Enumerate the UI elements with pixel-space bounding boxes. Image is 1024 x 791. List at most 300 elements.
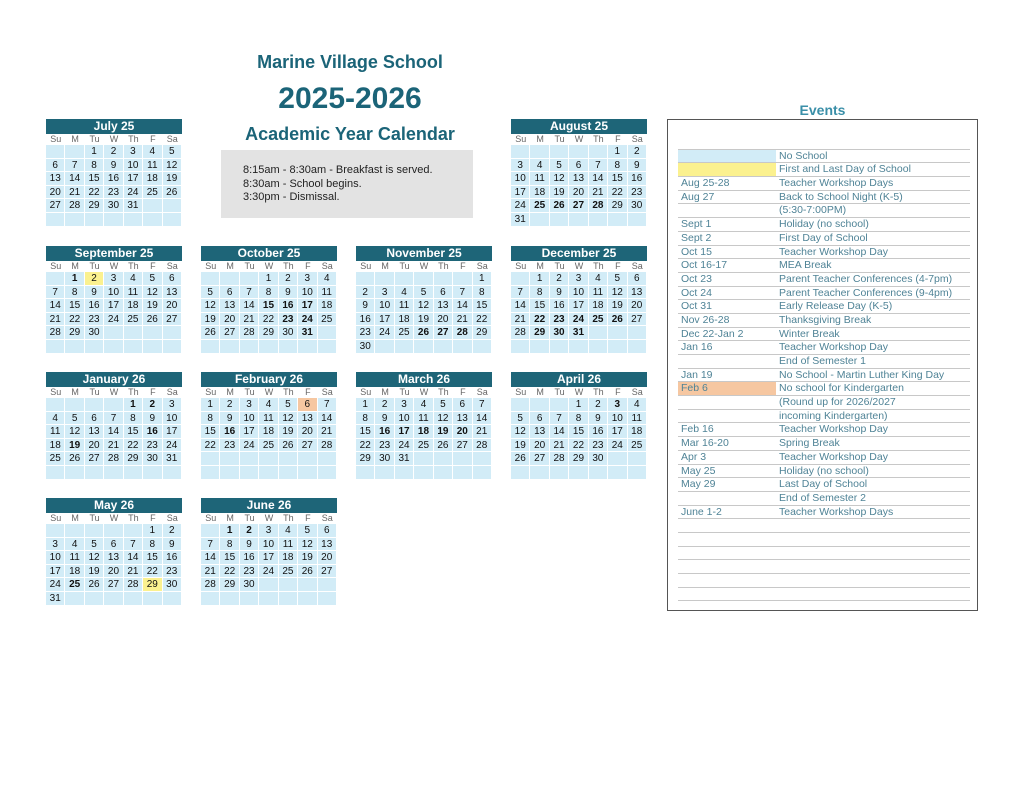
day-cell: 30 bbox=[628, 199, 647, 213]
day-cell: 27 bbox=[453, 439, 472, 453]
day-cell: 11 bbox=[46, 425, 65, 439]
weekday-label: W bbox=[104, 513, 123, 524]
empty-day-cell bbox=[220, 466, 239, 480]
day-cell: 16 bbox=[550, 299, 569, 313]
day-cell: 30 bbox=[375, 452, 394, 466]
day-cell: 9 bbox=[375, 412, 394, 426]
day-cell: 22 bbox=[569, 439, 588, 453]
day-cell: 1 bbox=[201, 398, 220, 412]
event-row bbox=[678, 314, 970, 328]
empty-day-cell bbox=[279, 466, 298, 480]
day-cell: 6 bbox=[569, 159, 588, 173]
month-name: April 26 bbox=[511, 372, 647, 387]
weekday-label: Sa bbox=[473, 261, 492, 272]
month-name: October 25 bbox=[201, 246, 337, 261]
empty-day-cell bbox=[453, 452, 472, 466]
day-cell: 14 bbox=[124, 551, 143, 565]
empty-day-cell bbox=[530, 213, 549, 227]
empty-day-cell bbox=[298, 452, 317, 466]
empty-day-cell bbox=[65, 213, 84, 227]
empty-day-cell bbox=[569, 466, 588, 480]
legend-swatch bbox=[678, 163, 776, 176]
weekday-label: Sa bbox=[628, 387, 647, 398]
event-description: Teacher Workshop Day bbox=[779, 341, 888, 354]
day-cell: 27 bbox=[46, 199, 65, 213]
day-cell: 15 bbox=[530, 299, 549, 313]
day-cell: 17 bbox=[375, 313, 394, 327]
month-name: June 26 bbox=[201, 498, 337, 513]
day-cell: 27 bbox=[220, 326, 239, 340]
day-cell: 10 bbox=[163, 412, 182, 426]
day-cell: 19 bbox=[550, 186, 569, 200]
empty-day-cell bbox=[104, 524, 123, 538]
day-cell: 22 bbox=[201, 439, 220, 453]
month-calendar bbox=[46, 246, 182, 354]
event-date bbox=[681, 533, 776, 546]
day-cell: 7 bbox=[589, 159, 608, 173]
month-grid bbox=[201, 387, 337, 480]
weekday-label: W bbox=[104, 387, 123, 398]
schedule-line: 8:30am - School begins. bbox=[243, 177, 362, 190]
weekday-label: Tu bbox=[395, 387, 414, 398]
empty-day-cell bbox=[318, 340, 337, 354]
weekday-label: W bbox=[569, 261, 588, 272]
day-cell: 28 bbox=[511, 326, 530, 340]
empty-day-cell bbox=[259, 452, 278, 466]
empty-day-cell bbox=[46, 272, 65, 286]
day-cell: 11 bbox=[530, 172, 549, 186]
event-row bbox=[678, 259, 970, 273]
day-cell: 8 bbox=[356, 412, 375, 426]
day-cell: 11 bbox=[589, 286, 608, 300]
month-calendar bbox=[201, 498, 337, 606]
day-cell: 2 bbox=[356, 286, 375, 300]
day-cell: 24 bbox=[104, 313, 123, 327]
day-cell: 26 bbox=[65, 452, 84, 466]
day-cell: 14 bbox=[550, 425, 569, 439]
month-grid bbox=[46, 387, 182, 480]
schedule-line: 3:30pm - Dismissal. bbox=[243, 191, 340, 203]
day-cell: 20 bbox=[104, 565, 123, 579]
event-date bbox=[681, 410, 776, 423]
empty-day-cell bbox=[143, 213, 162, 227]
day-cell: 27 bbox=[298, 439, 317, 453]
month-grid bbox=[201, 261, 337, 354]
event-description: (5:30-7:00PM) bbox=[779, 204, 847, 217]
empty-day-cell bbox=[589, 326, 608, 340]
empty-day-cell bbox=[201, 524, 220, 538]
day-cell: 7 bbox=[46, 286, 65, 300]
day-cell: 5 bbox=[550, 159, 569, 173]
weekday-label: W bbox=[104, 261, 123, 272]
event-row bbox=[678, 382, 970, 396]
empty-day-cell bbox=[124, 524, 143, 538]
day-cell: 22 bbox=[530, 313, 549, 327]
event-row bbox=[678, 547, 970, 561]
event-row bbox=[678, 560, 970, 574]
event-date: Oct 24 bbox=[681, 286, 712, 299]
empty-day-cell bbox=[143, 466, 162, 480]
weekday-label: F bbox=[608, 261, 627, 272]
empty-day-cell bbox=[414, 272, 433, 286]
empty-day-cell bbox=[589, 145, 608, 159]
month-name: November 25 bbox=[356, 246, 492, 261]
event-row bbox=[678, 246, 970, 260]
day-cell: 24 bbox=[511, 199, 530, 213]
day-cell: 26 bbox=[201, 326, 220, 340]
day-cell: 8 bbox=[124, 412, 143, 426]
weekday-label: Th bbox=[124, 513, 143, 524]
day-cell: 25 bbox=[65, 578, 84, 592]
empty-day-cell bbox=[46, 340, 65, 354]
weekday-label: Su bbox=[46, 134, 65, 145]
day-cell: 20 bbox=[85, 439, 104, 453]
day-cell: 12 bbox=[143, 286, 162, 300]
day-cell: 4 bbox=[589, 272, 608, 286]
day-cell: 19 bbox=[201, 313, 220, 327]
day-cell: 20 bbox=[318, 551, 337, 565]
day-cell: 14 bbox=[589, 172, 608, 186]
empty-day-cell bbox=[530, 466, 549, 480]
event-date: May 29 bbox=[681, 478, 716, 491]
empty-day-cell bbox=[163, 326, 182, 340]
event-row bbox=[678, 150, 970, 164]
event-description: (Round up for 2026/2027 bbox=[779, 396, 896, 409]
month-name: May 26 bbox=[46, 498, 182, 513]
day-cell: 5 bbox=[298, 524, 317, 538]
event-date: Oct 15 bbox=[681, 245, 712, 258]
day-cell: 26 bbox=[163, 186, 182, 200]
day-cell: 5 bbox=[163, 145, 182, 159]
empty-day-cell bbox=[240, 466, 259, 480]
day-cell: 8 bbox=[143, 538, 162, 552]
weekday-label: F bbox=[298, 387, 317, 398]
day-cell: 19 bbox=[279, 425, 298, 439]
empty-day-cell bbox=[220, 452, 239, 466]
event-description: Winter Break bbox=[779, 327, 840, 340]
day-cell: 6 bbox=[530, 412, 549, 426]
event-date: Apr 3 bbox=[681, 450, 707, 463]
event-date bbox=[681, 547, 776, 560]
day-cell: 17 bbox=[395, 425, 414, 439]
month-name: February 26 bbox=[201, 372, 337, 387]
event-date bbox=[681, 396, 776, 409]
day-cell: 18 bbox=[259, 425, 278, 439]
day-cell: 21 bbox=[201, 565, 220, 579]
empty-day-cell bbox=[628, 326, 647, 340]
day-cell: 17 bbox=[163, 425, 182, 439]
event-row bbox=[678, 341, 970, 355]
empty-day-cell bbox=[608, 452, 627, 466]
day-cell: 23 bbox=[220, 439, 239, 453]
day-cell: 1 bbox=[356, 398, 375, 412]
day-cell: 15 bbox=[201, 425, 220, 439]
day-cell: 1 bbox=[85, 145, 104, 159]
weekday-label: Th bbox=[124, 134, 143, 145]
day-cell: 28 bbox=[589, 199, 608, 213]
day-cell: 30 bbox=[356, 340, 375, 354]
empty-day-cell bbox=[279, 340, 298, 354]
empty-day-cell bbox=[65, 592, 84, 606]
weekday-label: Th bbox=[124, 387, 143, 398]
day-cell: 11 bbox=[279, 538, 298, 552]
event-date bbox=[681, 574, 776, 587]
day-cell: 20 bbox=[163, 299, 182, 313]
empty-day-cell bbox=[318, 452, 337, 466]
day-cell: 1 bbox=[259, 272, 278, 286]
empty-day-cell bbox=[220, 592, 239, 606]
day-cell: 20 bbox=[530, 439, 549, 453]
month-calendar bbox=[201, 246, 337, 354]
day-cell: 28 bbox=[318, 439, 337, 453]
day-cell: 17 bbox=[124, 172, 143, 186]
weekday-label: Tu bbox=[550, 134, 569, 145]
day-cell: 1 bbox=[143, 524, 162, 538]
empty-day-cell bbox=[279, 452, 298, 466]
day-cell: 12 bbox=[434, 412, 453, 426]
day-cell: 29 bbox=[259, 326, 278, 340]
empty-day-cell bbox=[259, 578, 278, 592]
weekday-label: M bbox=[220, 387, 239, 398]
empty-day-cell bbox=[65, 398, 84, 412]
empty-day-cell bbox=[395, 466, 414, 480]
event-date: May 25 bbox=[681, 464, 716, 477]
day-cell: 11 bbox=[628, 412, 647, 426]
day-cell: 12 bbox=[298, 538, 317, 552]
day-cell: 12 bbox=[414, 299, 433, 313]
day-cell: 20 bbox=[569, 186, 588, 200]
day-cell: 4 bbox=[65, 538, 84, 552]
empty-day-cell bbox=[85, 592, 104, 606]
event-row bbox=[678, 451, 970, 465]
day-cell: 25 bbox=[46, 452, 65, 466]
event-description: No School bbox=[779, 149, 828, 162]
empty-day-cell bbox=[434, 452, 453, 466]
day-cell: 20 bbox=[434, 313, 453, 327]
day-cell: 25 bbox=[259, 439, 278, 453]
event-description: First and Last Day of School bbox=[779, 163, 911, 176]
weekday-label: F bbox=[143, 387, 162, 398]
event-date: Jan 19 bbox=[681, 368, 713, 381]
day-cell: 23 bbox=[589, 439, 608, 453]
weekday-label: Su bbox=[201, 261, 220, 272]
weekday-label: W bbox=[104, 134, 123, 145]
empty-day-cell bbox=[124, 340, 143, 354]
day-cell: 4 bbox=[628, 398, 647, 412]
empty-day-cell bbox=[259, 466, 278, 480]
day-cell: 16 bbox=[85, 299, 104, 313]
weekday-label: M bbox=[375, 387, 394, 398]
empty-day-cell bbox=[511, 340, 530, 354]
month-grid bbox=[46, 134, 182, 227]
empty-day-cell bbox=[356, 272, 375, 286]
weekday-label: Tu bbox=[240, 261, 259, 272]
day-cell: 1 bbox=[65, 272, 84, 286]
event-date: Nov 26-28 bbox=[681, 313, 730, 326]
day-cell: 4 bbox=[530, 159, 549, 173]
day-cell: 25 bbox=[628, 439, 647, 453]
day-cell: 11 bbox=[259, 412, 278, 426]
empty-day-cell bbox=[550, 213, 569, 227]
day-cell: 15 bbox=[85, 172, 104, 186]
day-cell: 14 bbox=[240, 299, 259, 313]
day-cell: 27 bbox=[628, 313, 647, 327]
day-cell: 26 bbox=[550, 199, 569, 213]
day-cell: 8 bbox=[608, 159, 627, 173]
empty-day-cell bbox=[46, 398, 65, 412]
day-cell: 3 bbox=[395, 398, 414, 412]
month-name: December 25 bbox=[511, 246, 647, 261]
empty-day-cell bbox=[414, 466, 433, 480]
day-cell: 29 bbox=[356, 452, 375, 466]
event-description: Holiday (no school) bbox=[779, 218, 869, 231]
event-description: Holiday (no school) bbox=[779, 464, 869, 477]
event-row bbox=[678, 218, 970, 232]
empty-day-cell bbox=[414, 340, 433, 354]
day-cell: 16 bbox=[375, 425, 394, 439]
event-row bbox=[678, 410, 970, 424]
empty-day-cell bbox=[453, 340, 472, 354]
day-cell: 19 bbox=[608, 299, 627, 313]
day-cell: 1 bbox=[608, 145, 627, 159]
weekday-label: Th bbox=[434, 387, 453, 398]
weekday-label: Su bbox=[511, 261, 530, 272]
empty-day-cell bbox=[550, 466, 569, 480]
weekday-label: Su bbox=[356, 387, 375, 398]
empty-day-cell bbox=[511, 272, 530, 286]
event-row bbox=[678, 519, 970, 533]
day-cell: 21 bbox=[124, 565, 143, 579]
day-cell: 21 bbox=[453, 313, 472, 327]
day-cell: 23 bbox=[240, 565, 259, 579]
empty-day-cell bbox=[608, 340, 627, 354]
day-cell: 25 bbox=[143, 186, 162, 200]
day-cell: 9 bbox=[85, 286, 104, 300]
empty-day-cell bbox=[628, 213, 647, 227]
empty-day-cell bbox=[434, 466, 453, 480]
month-grid bbox=[46, 513, 182, 606]
day-cell: 27 bbox=[318, 565, 337, 579]
empty-day-cell bbox=[473, 340, 492, 354]
day-cell: 29 bbox=[85, 199, 104, 213]
day-cell: 8 bbox=[569, 412, 588, 426]
empty-day-cell bbox=[201, 466, 220, 480]
day-cell: 27 bbox=[434, 326, 453, 340]
empty-day-cell bbox=[356, 466, 375, 480]
day-cell: 27 bbox=[163, 313, 182, 327]
weekday-label: W bbox=[414, 261, 433, 272]
day-cell: 5 bbox=[434, 398, 453, 412]
weekday-label: Tu bbox=[240, 513, 259, 524]
empty-day-cell bbox=[143, 592, 162, 606]
weekday-label: Sa bbox=[318, 261, 337, 272]
day-cell: 13 bbox=[85, 425, 104, 439]
empty-day-cell bbox=[65, 466, 84, 480]
weekday-label: Sa bbox=[473, 387, 492, 398]
day-cell: 10 bbox=[104, 286, 123, 300]
day-cell: 8 bbox=[259, 286, 278, 300]
day-cell: 4 bbox=[143, 145, 162, 159]
day-cell: 21 bbox=[550, 439, 569, 453]
day-cell: 12 bbox=[279, 412, 298, 426]
event-row bbox=[678, 574, 970, 588]
empty-day-cell bbox=[201, 340, 220, 354]
weekday-label: W bbox=[569, 387, 588, 398]
day-cell: 25 bbox=[589, 313, 608, 327]
day-cell: 20 bbox=[628, 299, 647, 313]
event-row bbox=[678, 478, 970, 492]
day-cell: 27 bbox=[104, 578, 123, 592]
empty-day-cell bbox=[589, 466, 608, 480]
day-cell: 13 bbox=[46, 172, 65, 186]
day-cell: 4 bbox=[414, 398, 433, 412]
weekday-label: Sa bbox=[163, 513, 182, 524]
events-list bbox=[678, 136, 970, 601]
day-cell: 2 bbox=[628, 145, 647, 159]
day-cell: 17 bbox=[240, 425, 259, 439]
day-cell: 16 bbox=[220, 425, 239, 439]
weekday-label: F bbox=[608, 134, 627, 145]
day-cell: 11 bbox=[124, 286, 143, 300]
event-row bbox=[678, 492, 970, 506]
day-cell: 18 bbox=[143, 172, 162, 186]
day-cell: 7 bbox=[473, 398, 492, 412]
weekday-label: M bbox=[220, 513, 239, 524]
day-cell: 21 bbox=[65, 186, 84, 200]
day-cell: 9 bbox=[589, 412, 608, 426]
empty-day-cell bbox=[259, 592, 278, 606]
day-cell: 2 bbox=[375, 398, 394, 412]
month-grid bbox=[46, 261, 182, 354]
day-cell: 14 bbox=[473, 412, 492, 426]
empty-day-cell bbox=[240, 340, 259, 354]
weekday-label: Tu bbox=[85, 387, 104, 398]
day-cell: 13 bbox=[530, 425, 549, 439]
day-cell: 19 bbox=[511, 439, 530, 453]
empty-day-cell bbox=[259, 340, 278, 354]
day-cell: 8 bbox=[201, 412, 220, 426]
day-cell: 12 bbox=[65, 425, 84, 439]
day-cell: 23 bbox=[104, 186, 123, 200]
day-cell: 26 bbox=[434, 439, 453, 453]
weekday-label: F bbox=[453, 261, 472, 272]
empty-day-cell bbox=[163, 466, 182, 480]
day-cell: 10 bbox=[375, 299, 394, 313]
day-cell: 22 bbox=[220, 565, 239, 579]
day-cell: 5 bbox=[608, 272, 627, 286]
day-cell: 26 bbox=[608, 313, 627, 327]
weekday-label: M bbox=[375, 261, 394, 272]
event-date: Aug 25-28 bbox=[681, 177, 730, 190]
day-cell: 23 bbox=[279, 313, 298, 327]
empty-day-cell bbox=[220, 272, 239, 286]
event-row bbox=[678, 273, 970, 287]
day-cell: 11 bbox=[318, 286, 337, 300]
day-cell: 3 bbox=[298, 272, 317, 286]
day-cell: 26 bbox=[279, 439, 298, 453]
day-cell: 14 bbox=[201, 551, 220, 565]
weekday-label: Tu bbox=[240, 387, 259, 398]
month-calendar bbox=[356, 246, 492, 354]
weekday-label: M bbox=[220, 261, 239, 272]
event-row bbox=[678, 287, 970, 301]
month-calendar bbox=[46, 498, 182, 606]
weekday-label: W bbox=[259, 261, 278, 272]
empty-day-cell bbox=[375, 340, 394, 354]
event-description: Parent Teacher Conferences (4-7pm) bbox=[779, 272, 953, 285]
day-cell: 3 bbox=[511, 159, 530, 173]
day-cell: 6 bbox=[46, 159, 65, 173]
